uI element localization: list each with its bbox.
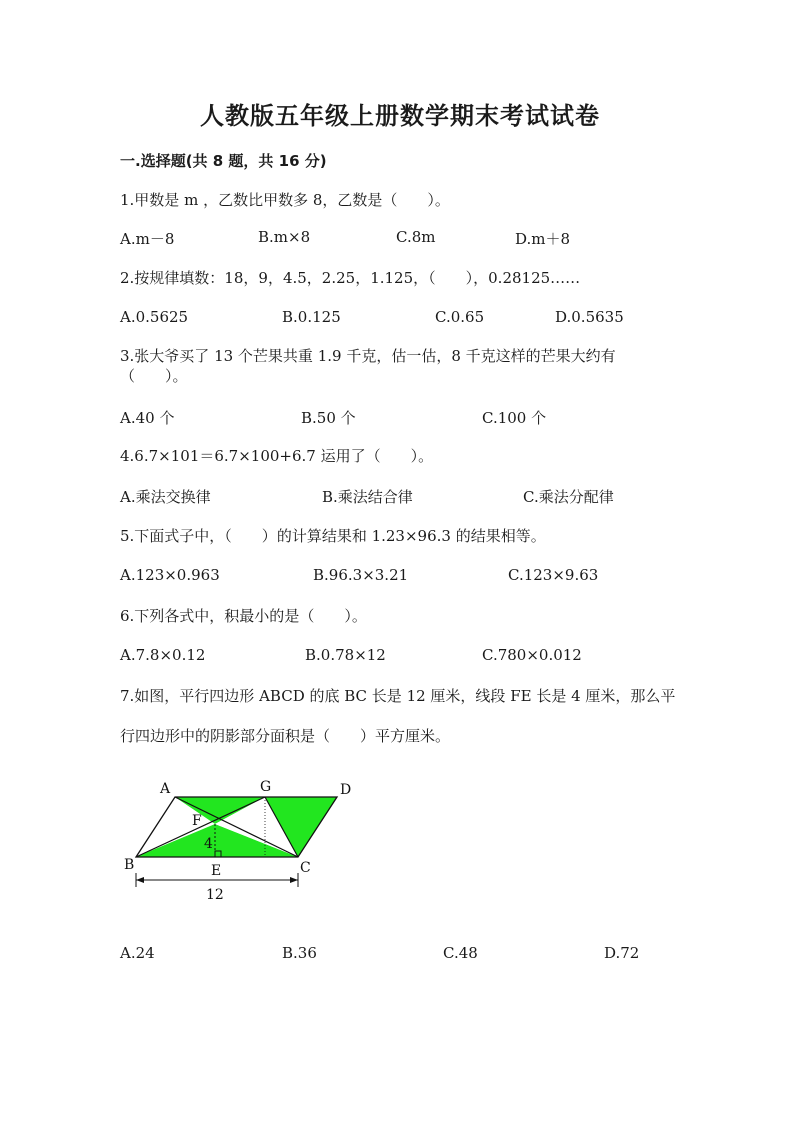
parallelogram-figure	[120, 775, 370, 905]
option-7b[interactable]: B.36	[282, 944, 317, 962]
options-7	[120, 944, 680, 964]
option-7a[interactable]: A.24	[120, 944, 155, 962]
question-6: 6.下列各式中，积最小的是（ ）。	[120, 607, 367, 625]
label-c: C	[300, 860, 311, 876]
label-g: G	[260, 779, 272, 795]
options-5	[120, 566, 680, 586]
arrow-right	[290, 877, 298, 883]
question-3: 3.张大爷买了 13 个芒果共重 1.9 千克，估一估，8 千克这样的芒果大约有 （ ）。	[120, 347, 616, 385]
option-5c[interactable]: C.123×9.63	[508, 566, 599, 584]
option-3a[interactable]: A.40 个	[120, 409, 175, 427]
option-6a[interactable]: A.7.8×0.12	[120, 646, 206, 664]
option-1d[interactable]: D.m＋8	[515, 230, 571, 248]
option-5a[interactable]: A.123×0.963	[120, 566, 220, 584]
option-2a[interactable]: A.0.5625	[120, 308, 189, 326]
question-2: 2.按规律填数：18，9，4.5，2.25，1.125，（ ），0.28125……	[120, 269, 581, 287]
option-6c[interactable]: C.780×0.012	[482, 646, 582, 664]
option-1b[interactable]: B.m×8	[258, 228, 311, 246]
question-1: 1.甲数是 m ，乙数比甲数多 8，乙数是（ ）。	[120, 191, 450, 209]
option-4b[interactable]: B.乘法结合律	[322, 488, 413, 506]
options-4	[120, 486, 680, 506]
label-a: A	[160, 781, 171, 797]
option-4a[interactable]: A.乘法交换律	[120, 488, 211, 506]
option-3c[interactable]: C.100 个	[482, 409, 547, 427]
option-1c[interactable]: C.8m	[396, 228, 436, 246]
option-2d[interactable]: D.0.5635	[555, 308, 624, 326]
option-4c[interactable]: C.乘法分配律	[523, 488, 614, 506]
label-f: F	[192, 813, 202, 829]
question-4: 4.6.7×101＝6.7×100+6.7 运用了（ ）。	[120, 447, 434, 465]
option-7c[interactable]: C.48	[443, 944, 478, 962]
page-title: 人教版五年级上册数学期末考试试卷	[200, 101, 600, 130]
label-b: B	[124, 857, 135, 873]
option-2c[interactable]: C.0.65	[435, 308, 485, 326]
option-7d[interactable]: D.72	[604, 944, 640, 962]
option-3b[interactable]: B.50 个	[301, 409, 356, 427]
question-5: 5.下面式子中，（ ）的计算结果和 1.23×96.3 的结果相等。	[120, 527, 546, 545]
question-7: 7.如图，平行四边形 ABCD 的底 BC 长是 12 厘米，线段 FE 长是 4 厘米，那么平 行四边形中的阴影部分面积是（ ）平方厘米。	[120, 687, 676, 745]
label-e: E	[211, 863, 222, 879]
option-1a[interactable]: A.m－8	[120, 230, 175, 248]
arrow-left	[136, 877, 144, 883]
options-2	[120, 308, 680, 328]
label-height: 4	[204, 836, 213, 852]
option-6b[interactable]: B.0.78×12	[305, 646, 386, 664]
option-5b[interactable]: B.96.3×3.21	[313, 566, 409, 584]
option-2b[interactable]: B.0.125	[282, 308, 341, 326]
options-3	[120, 407, 680, 427]
section-heading: 一.选择题(共 8 题，共 16 分)	[120, 152, 327, 170]
label-base: 12	[206, 887, 224, 903]
options-1	[120, 228, 680, 248]
options-6	[120, 646, 680, 666]
label-d: D	[340, 782, 352, 798]
